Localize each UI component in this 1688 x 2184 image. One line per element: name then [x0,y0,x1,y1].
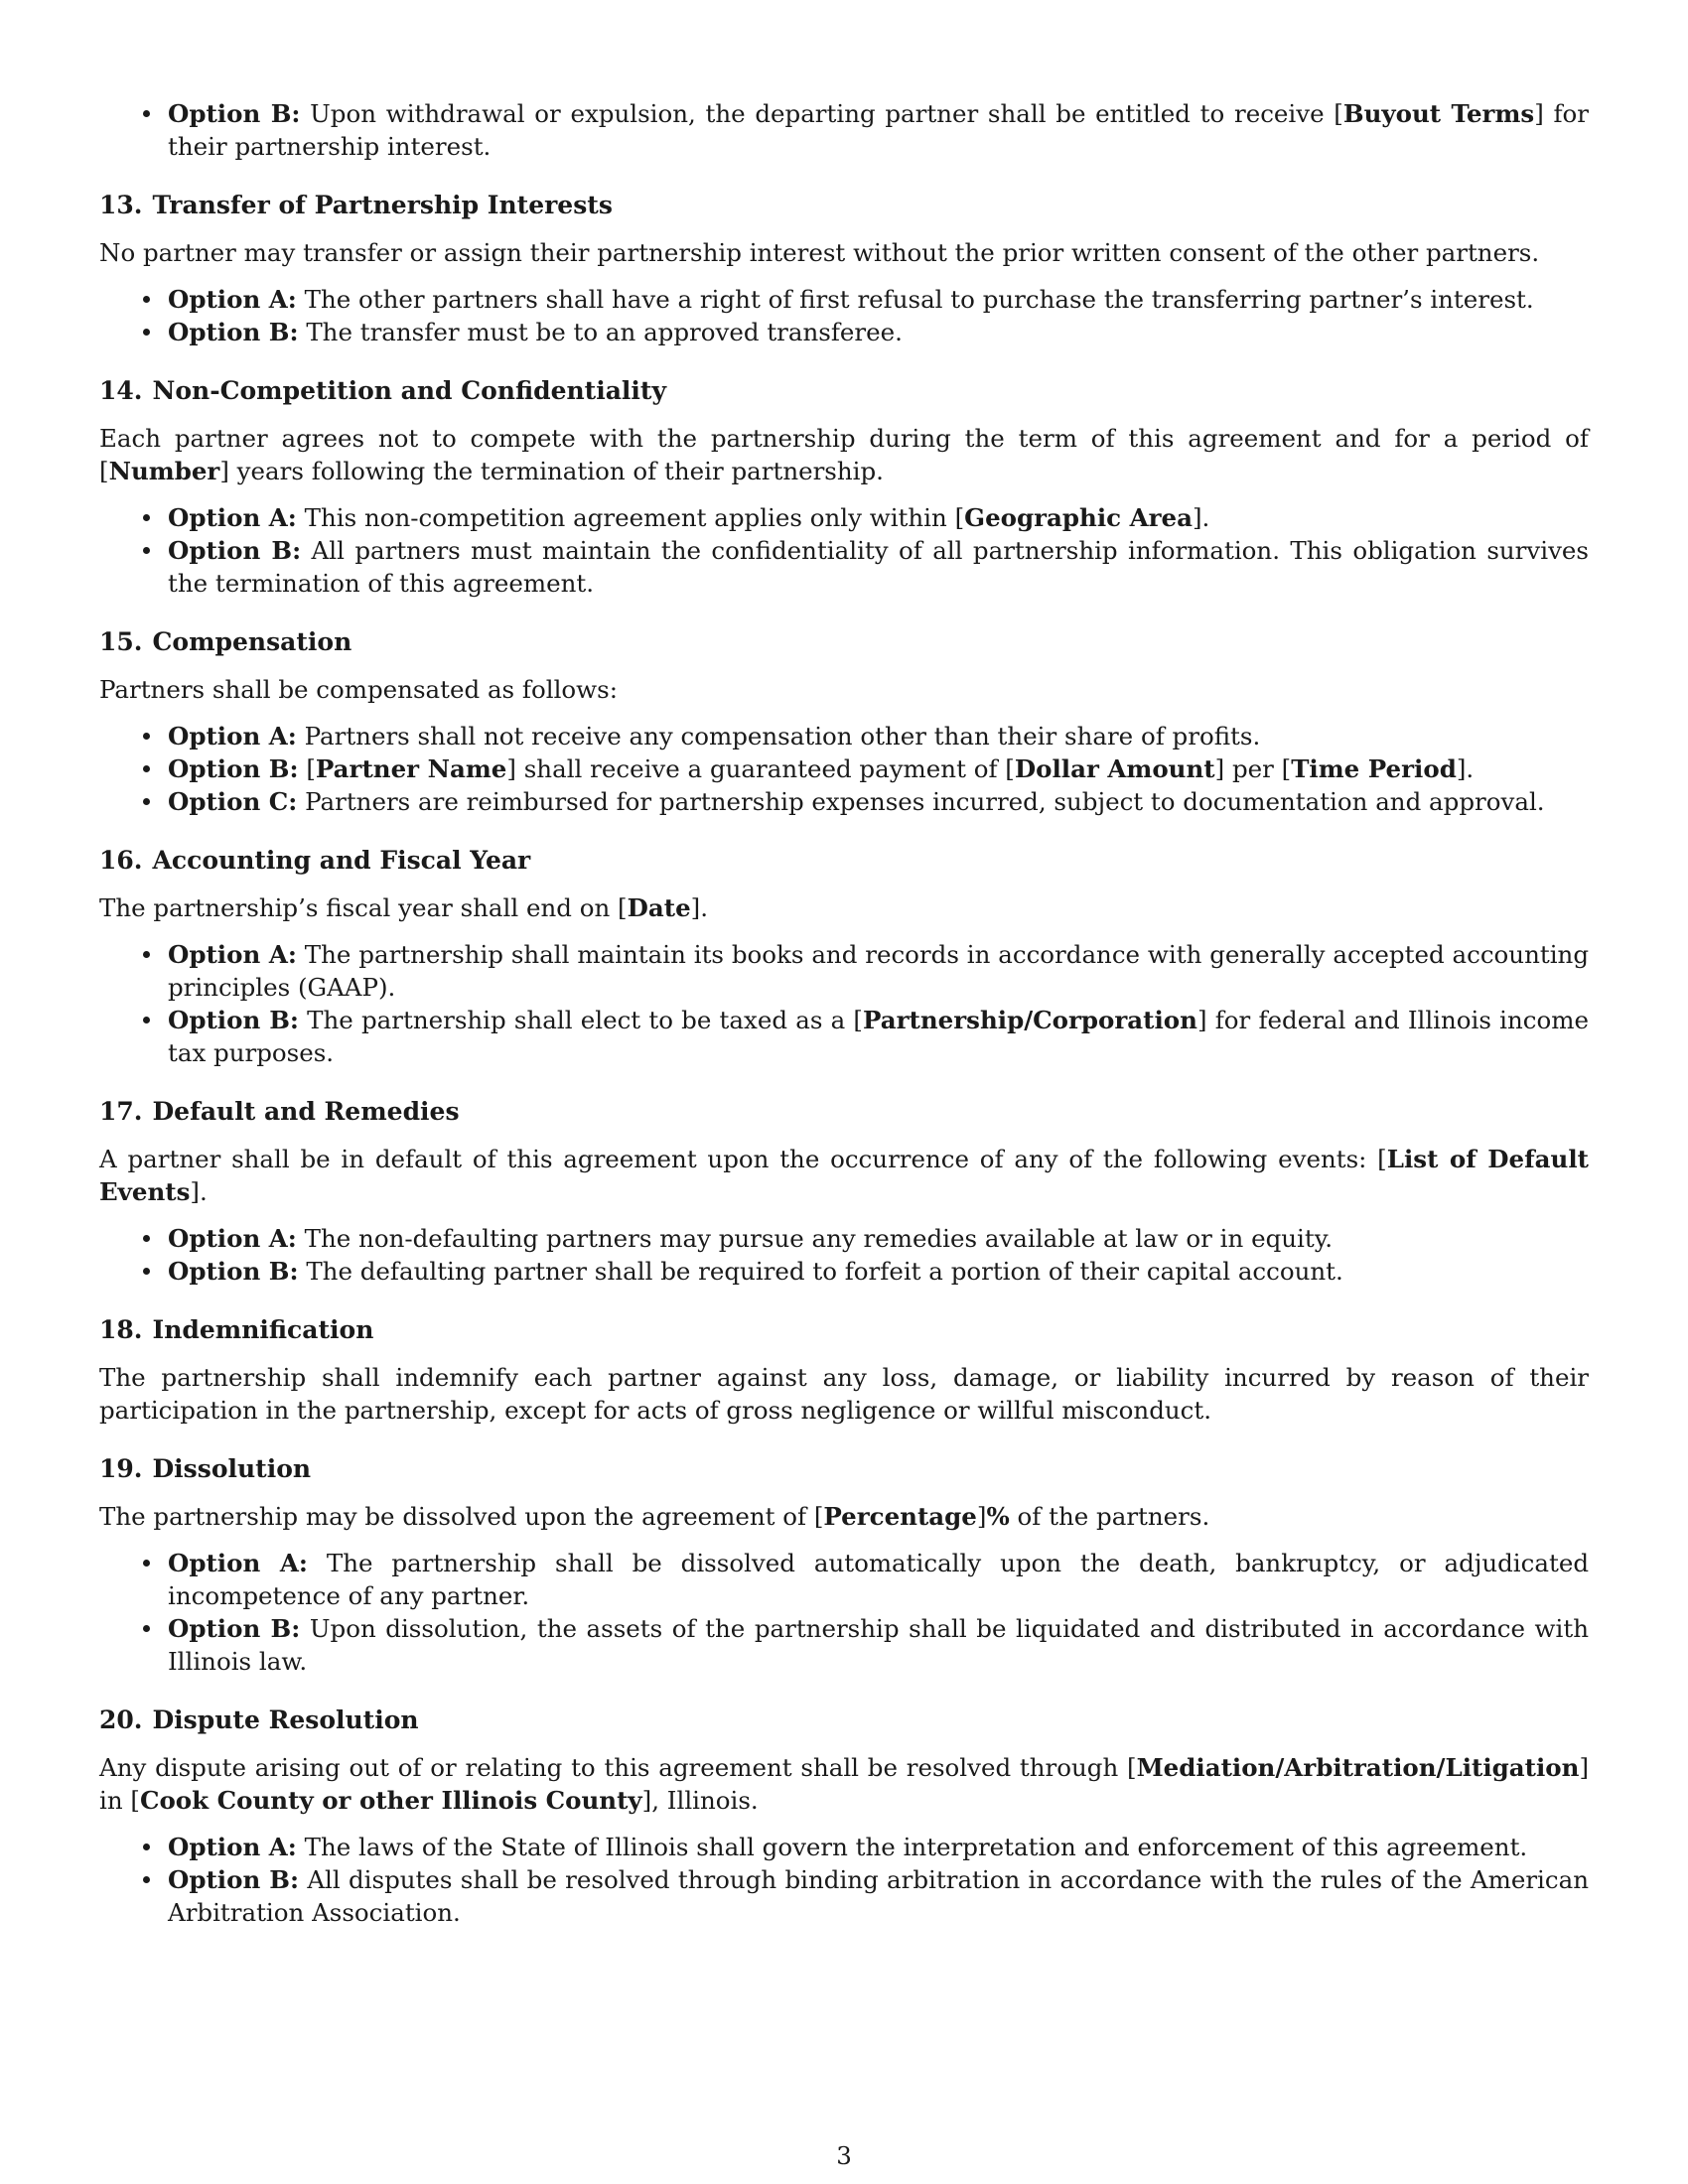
option-label: Option A: [168,1833,297,1861]
option-item [168,752,1589,785]
option-text: ] for their partnership interest. [168,99,1589,161]
section [99,1095,1589,1288]
section-title: Dissolution [152,1454,312,1483]
section-heading [99,1704,1589,1736]
option-list [99,283,1589,348]
paragraph-text: The partnership’s fiscal year shall end on [ [99,893,628,922]
section-paragraph [99,422,1589,487]
option-text: The laws of the State of Illinois shall govern the interpretation and enforcement of this agreement. [296,1833,1528,1861]
section-number: 14. [99,376,143,405]
section-paragraph [99,1500,1589,1533]
placeholder-field: Percentage [823,1502,977,1531]
option-text: All disputes shall be resolved through binding arbitration in accordance with the rules of the American Arbitration Association. [168,1865,1589,1927]
paragraph-text: ]. [690,893,709,922]
option-item [168,1612,1589,1678]
section [99,625,1589,818]
section-title: Indemnification [152,1315,374,1344]
section-title: Default and Remedies [152,1097,460,1126]
section-number: 19. [99,1454,143,1483]
option-label: Option A: [168,722,297,751]
placeholder-field: Partnership/Corporation [862,1006,1197,1034]
option-label: Option B: [168,1865,300,1894]
option-text: ]. [1456,754,1475,783]
paragraph-text: Any dispute arising out of or relating to this agreement shall be resolved through [ [99,1753,1137,1782]
option-item [168,283,1589,316]
placeholder-field: Mediation/Arbitration/Litigation [1136,1753,1580,1782]
option-list [99,720,1589,818]
placeholder-field: Dollar Amount [1014,754,1215,783]
option-text: ] per [ [1214,754,1292,783]
option-label: Option C: [168,787,298,816]
section-paragraph [99,1143,1589,1208]
section-number: 13. [99,191,143,219]
option-list [99,1831,1589,1929]
section-paragraph [99,673,1589,706]
section-number: 15. [99,627,143,656]
option-text: The other partners shall have a right of first refusal to purchase the transferring partner’s interest. [296,285,1534,314]
section-heading [99,844,1589,877]
section-heading [99,374,1589,407]
section-paragraph [99,1751,1589,1817]
document-page [99,97,1589,1955]
option-label: Option A: [168,503,297,532]
option-text: Upon withdrawal or expulsion, the departing partner shall be entitled to receive [ [300,99,1343,128]
section-title: Non-Competition and Confidentiality [152,376,666,405]
paragraph-text: of the partners. [1009,1502,1210,1531]
option-text: The defaulting partner shall be required to forfeit a portion of their capital account. [298,1257,1343,1286]
paragraph-text: ] in [ [99,1753,1589,1815]
option-label: Option A: [168,940,297,969]
section-paragraph [99,236,1589,269]
section-title: Accounting and Fiscal Year [152,846,531,875]
intro-option-list [99,97,1589,163]
option-text: ]. [1192,503,1210,532]
section-paragraph [99,1361,1589,1427]
option-text: The partnership shall maintain its books and records in accordance with generally accepted accounting principles (GAAP). [168,940,1589,1002]
option-item [168,1004,1589,1069]
section-title: Transfer of Partnership Interests [152,191,613,219]
option-item [168,938,1589,1004]
section-number: 18. [99,1315,143,1344]
option-item [168,1863,1589,1929]
paragraph-text: ], Illinois. [641,1786,759,1815]
option-text: The non-defaulting partners may pursue any remedies available at law or in equity. [296,1224,1334,1253]
section [99,844,1589,1069]
paragraph-text: Each partner agrees not to compete with the partnership during the term of this agreement and for a period of [ [99,424,1589,485]
placeholder-field: Geographic Area [964,503,1193,532]
paragraph-text: A partner shall be in default of this agreement upon the occurrence of any of the following events: [ [99,1145,1387,1173]
option-text: Partners are reimbursed for partnership expenses incurred, subject to documentation and approval. [297,787,1545,816]
option-item [168,97,1589,163]
option-list [99,1547,1589,1678]
section [99,1313,1589,1427]
option-list [99,938,1589,1069]
option-item [168,501,1589,534]
option-text: The transfer must be to an approved transferee. [298,318,903,346]
option-label: Option B: [168,1257,299,1286]
paragraph-text: ]. [190,1177,208,1206]
paragraph-text: ] [976,1502,987,1531]
option-text: This non-competition agreement applies only within [ [296,503,965,532]
section-number: 20. [99,1706,143,1734]
section [99,1452,1589,1678]
section-heading [99,1313,1589,1346]
page-number: 3 [836,2141,852,2170]
paragraph-text: No partner may transfer or assign their partnership interest without the prior written consent of the other partners. [99,238,1540,267]
option-label: Option A: [168,1549,308,1577]
option-item [168,534,1589,600]
placeholder-field: Time Period [1291,754,1457,783]
placeholder-field: % [986,1502,1010,1531]
option-item [168,720,1589,752]
option-label: Option B: [168,1006,299,1034]
option-item [168,1831,1589,1863]
paragraph-text: The partnership may be dissolved upon the agreement of [ [99,1502,824,1531]
option-text: The partnership shall elect to be taxed as a [ [298,1006,863,1034]
section-number: 17. [99,1097,143,1126]
placeholder-field: Buyout Terms [1342,99,1535,128]
paragraph-text: Partners shall be compensated as follows: [99,675,618,704]
placeholder-field: List of Default Events [99,1145,1589,1206]
placeholder-field: Partner Name [315,754,507,783]
option-text: Upon dissolution, the assets of the partnership shall be liquidated and distributed in accordance with Illinois law. [168,1614,1589,1676]
option-item [168,1255,1589,1288]
option-label: Option B: [168,99,301,128]
option-label: Option B: [168,318,299,346]
section-heading [99,189,1589,221]
placeholder-field: Number [108,457,220,485]
option-list [99,501,1589,600]
section-heading [99,1095,1589,1128]
section-number: 16. [99,846,143,875]
option-text: ] for federal and Illinois income tax purposes. [168,1006,1589,1067]
option-text: All partners must maintain the confidentiality of all partnership information. This obligation survives the termination of this agreement. [168,536,1589,598]
placeholder-field: Cook County or other Illinois County [139,1786,642,1815]
option-label: Option A: [168,285,297,314]
option-list [99,1222,1589,1288]
option-text: [ [298,754,316,783]
section-title: Compensation [152,627,352,656]
option-text: ] shall receive a guaranteed payment of [ [506,754,1015,783]
option-item [168,785,1589,818]
section [99,1704,1589,1929]
option-item [168,316,1589,348]
option-item [168,1547,1589,1612]
section [99,189,1589,348]
option-text: The partnership shall be dissolved automatically upon the death, bankruptcy, or adjudicated incompetence of any partner. [168,1549,1590,1610]
option-item [168,1222,1589,1255]
sections-container [99,189,1589,1929]
option-label: Option B: [168,1614,301,1643]
section-title: Dispute Resolution [152,1706,419,1734]
placeholder-field: Date [627,893,691,922]
paragraph-text: ] years following the termination of their partnership. [219,457,884,485]
section-paragraph [99,891,1589,924]
section-heading [99,1452,1589,1485]
section-heading [99,625,1589,658]
option-label: Option B: [168,754,299,783]
paragraph-text: The partnership shall indemnify each partner against any loss, damage, or liability incurred by reason of their participation in the partnership, except for acts of gross negligence or willful misconduct. [99,1363,1589,1425]
option-label: Option B: [168,536,302,565]
section [99,374,1589,600]
option-label: Option A: [168,1224,297,1253]
option-text: Partners shall not receive any compensation other than their share of profits. [296,722,1261,751]
